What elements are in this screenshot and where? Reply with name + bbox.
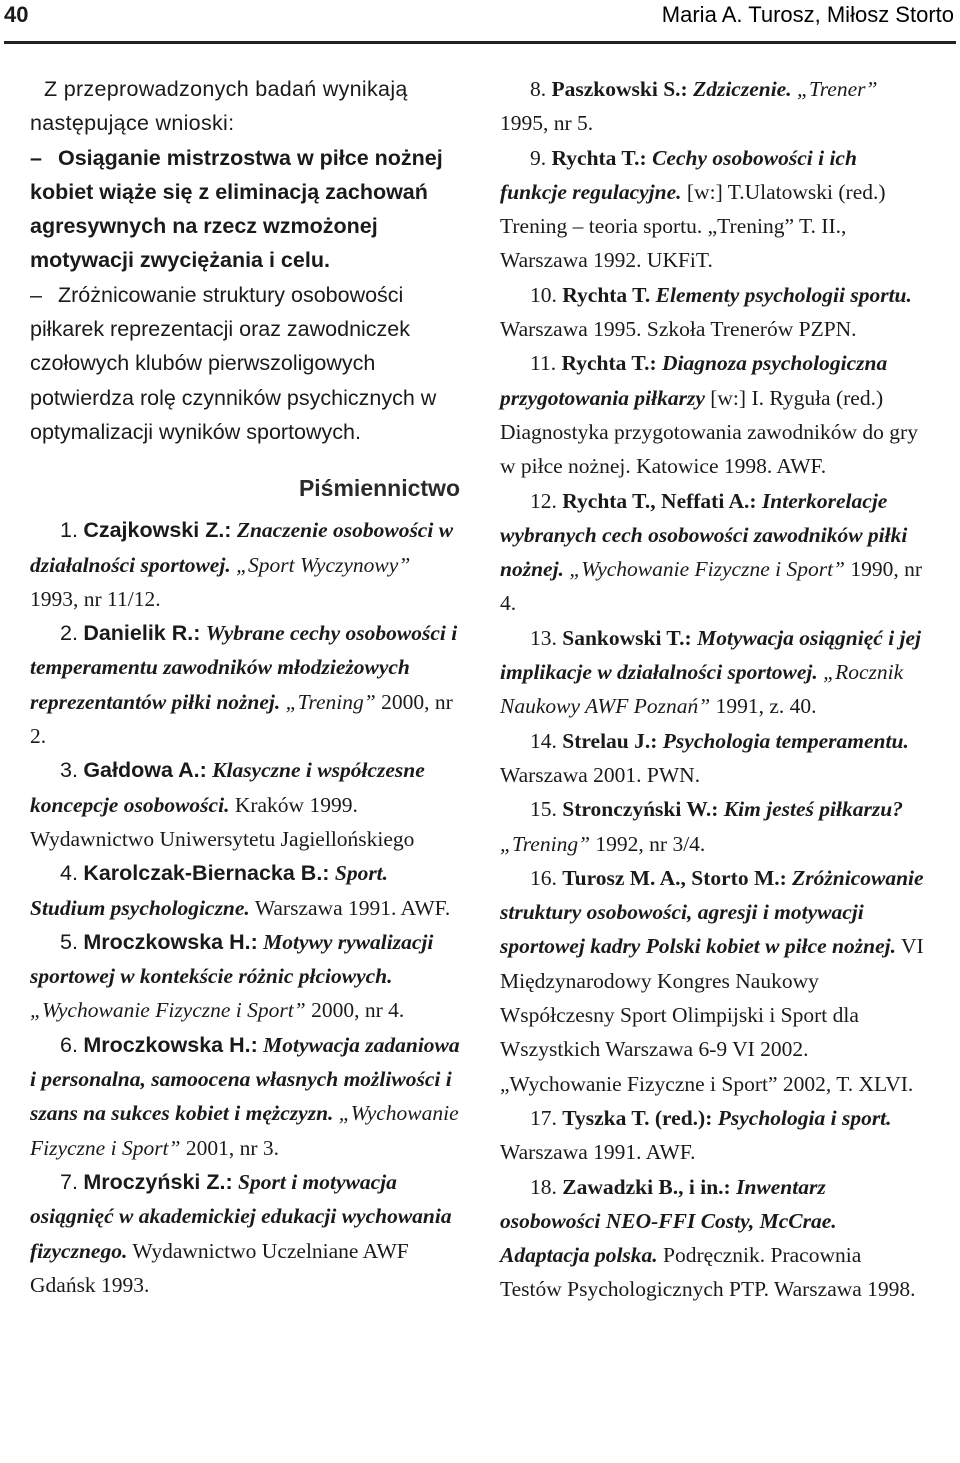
- reference-entry: [500, 621, 928, 724]
- reference-journal: „Trener”: [796, 77, 878, 101]
- reference-journal: „Rocznik Naukowy AWF Poznań”: [500, 660, 904, 719]
- reference-number: 11.: [530, 351, 557, 376]
- reference-entry: [30, 513, 460, 616]
- reference-author: Gałdowa A.:: [83, 758, 207, 783]
- conclusion-text: Osiąganie mistrzostwa w piłce nożnej kobiet wiąże się z eliminacją zachowań agresywnych na rzecz wzmożonej motywacji zwyciężania i celu.: [30, 145, 443, 273]
- reference-details: Kraków 1999. Wydawnictwo Uniwersytetu Jagiellońskiego: [30, 792, 415, 851]
- reference-entry: [500, 346, 928, 483]
- reference-list-right: [500, 72, 928, 1307]
- reference-details: 1995, nr 5.: [500, 111, 594, 136]
- reference-journal: „Wychowanie Fizyczne i Sport”: [30, 1101, 459, 1160]
- conclusion-text: Zróżnicowanie struktury osobowości piłkarek reprezentacji oraz zawodniczek czołowych klubów pierwszoligowych potwierdza rolę czynników psychicznych w optymalizacji wyników sportowych.: [30, 282, 437, 444]
- reference-author: Zawadzki B., i in.:: [562, 1174, 731, 1199]
- reference-author: Sankowski T.:: [562, 625, 692, 650]
- reference-details: 1992, nr 3/4.: [595, 831, 706, 856]
- reference-details: [w:] T.Ulatowski (red.) Trening – teoria sportu. „Trening” T. II., Warszawa 1992. UKFiT.: [500, 179, 886, 273]
- reference-number: 13.: [530, 625, 557, 650]
- header-rule: [4, 41, 956, 44]
- reference-journal: „Wychowanie Fizyczne i Sport”: [569, 557, 846, 582]
- reference-number: 8.: [530, 77, 547, 101]
- reference-number: 4.: [60, 861, 78, 886]
- reference-entry: [500, 1101, 928, 1170]
- reference-entry: [500, 724, 928, 793]
- reference-number: 9.: [530, 145, 547, 170]
- reference-author: Paszkowski S.:: [551, 77, 688, 101]
- reference-entry: [30, 1165, 460, 1302]
- left-column: [30, 72, 460, 1302]
- reference-list-left: [30, 513, 460, 1302]
- reference-details: 1991, z. 40.: [715, 694, 817, 719]
- reference-author: Czajkowski Z.:: [83, 518, 232, 543]
- reference-details: 1993, nr 11/12.: [30, 586, 161, 611]
- reference-details: Warszawa 1991. AWF.: [254, 895, 451, 920]
- conclusion-1: [30, 141, 460, 278]
- reference-number: 2.: [60, 621, 78, 646]
- references-heading: Piśmiennictwo: [298, 475, 460, 502]
- reference-entry: [30, 1028, 460, 1165]
- page-header: [0, 0, 960, 36]
- reference-author: Rychta T.: [562, 282, 651, 307]
- reference-title: Cechy osobowości i ich funkcje regulacyjne.: [500, 145, 857, 204]
- reference-author: Mroczkowska H.:: [83, 929, 258, 954]
- reference-number: 7.: [60, 1169, 78, 1194]
- reference-title: Wybrane cechy osobowości i temperamentu zawodników młodzieżowych reprezentantów piłki nożnej.: [30, 621, 458, 714]
- reference-title: Motywacja osiągnięć i jej implikacje w działalności sportowej.: [500, 625, 922, 685]
- reference-entry: [500, 1170, 928, 1307]
- reference-title: Sport. Studium psychologiczne.: [30, 861, 389, 920]
- reference-title: Interkorelacje wybranych cech osobowości zawodników piłki nożnej.: [500, 488, 908, 582]
- reference-number: 5.: [60, 929, 78, 954]
- reference-number: 17.: [530, 1105, 557, 1130]
- reference-details: Podręcznik. Pracownia Testów Psychologicznych PTP. Warszawa 1998.: [500, 1243, 916, 1302]
- reference-author: Tyszka T. (red.):: [562, 1105, 713, 1130]
- reference-author: Strelau J.:: [562, 728, 658, 753]
- reference-title: Motywacja zadaniowa i personalna, samoocena własnych możliwości i szans na sukces kobiet i mężczyzn.: [30, 1032, 460, 1126]
- reference-author: Danielik R.:: [83, 621, 201, 646]
- reference-journal: „Sport Wyczynowy”: [236, 552, 411, 577]
- reference-number: 12.: [530, 488, 557, 513]
- reference-details: Warszawa 1995. Szkoła Trenerów PZPN.: [500, 317, 857, 342]
- reference-title: Motywy rywalizacji sportowej w kontekście różnic płciowych.: [30, 929, 434, 989]
- reference-details: Wydawnictwo Uczelniane AWF Gdańsk 1993.: [30, 1238, 409, 1297]
- reference-entry: [500, 141, 928, 278]
- reference-journal: „Trening”: [285, 689, 376, 714]
- reference-details: Warszawa 2001. PWN.: [500, 762, 701, 787]
- reference-entry: [30, 925, 460, 1028]
- reference-number: 16.: [530, 865, 557, 890]
- reference-number: 14.: [530, 728, 557, 753]
- reference-entry: [500, 861, 928, 1101]
- reference-entry: [500, 72, 928, 141]
- reference-author: Turosz M. A., Storto M.:: [562, 865, 787, 890]
- reference-author: Rychta T., Neffati A.:: [562, 488, 757, 513]
- reference-author: Karolczak-Biernacka B.:: [83, 861, 330, 886]
- reference-title: Inwentarz osobowości NEO-FFI Costy, McCrae. Adaptacja polska.: [500, 1174, 837, 1268]
- reference-title: Psychologia temperamentu.: [662, 728, 909, 753]
- reference-title: Kim jesteś piłkarzu?: [723, 797, 903, 822]
- reference-number: 3.: [60, 758, 78, 783]
- reference-entry: [30, 616, 460, 753]
- intro-paragraph: Z przeprowadzonych badań wynikają następujące wnioski:: [30, 77, 408, 136]
- reference-author: Stronczyński W.:: [562, 797, 719, 822]
- reference-number: 6.: [60, 1032, 78, 1057]
- reference-details: VI Międzynarodowy Kongres Naukowy Współczesny Sport Olimpijski i Sport dla Wszystkich Warszawa 6-9 VI 2002. „Wychowanie Fizyczne i Sport” 2002, T. XLVI.: [500, 934, 924, 1096]
- reference-title: Klasyczne i współczesne koncepcje osobowości.: [30, 758, 425, 817]
- reference-journal: „Trening”: [500, 831, 591, 856]
- reference-title: Elementy psychologii sportu.: [655, 282, 912, 307]
- reference-number: 10.: [530, 282, 557, 307]
- conclusion-2: [30, 278, 460, 449]
- reference-author: Rychta T.:: [561, 351, 657, 376]
- page-number: 40: [4, 2, 29, 27]
- reference-details: [w:] I. Ryguła (red.) Diagnostyka przygotowania zawodników do gry w piłce nożnej. Katowice 1998. AWF.: [500, 385, 918, 479]
- reference-title: Sport i motywacja osiągnięć w akademickiej edukacji wychowania fizycznego.: [30, 1169, 452, 1263]
- reference-details: 2001, nr 3.: [185, 1135, 280, 1160]
- reference-entry: [30, 753, 460, 856]
- reference-title: Psychologia i sport.: [717, 1105, 892, 1130]
- reference-entry: [500, 792, 928, 861]
- reference-entry: [30, 856, 460, 925]
- reference-details: 2000, nr 2.: [30, 689, 453, 749]
- reference-author: Mroczyński Z.:: [83, 1169, 233, 1194]
- reference-author: Mroczkowska H.:: [83, 1032, 258, 1057]
- reference-author: Rychta T.:: [551, 145, 647, 170]
- reference-number: 15.: [530, 797, 557, 822]
- reference-title: Zróżnicowanie struktury osobowości, agresji i motywacji sportowej kadry Polski kobiet w piłce nożnej.: [500, 865, 924, 959]
- reference-title: Zdziczenie.: [693, 77, 792, 101]
- dash-marker: –: [30, 282, 42, 307]
- reference-number: 18.: [530, 1174, 557, 1199]
- reference-details: Warszawa 1991. AWF.: [500, 1140, 696, 1165]
- reference-number: 1.: [60, 518, 78, 543]
- reference-details: 2000, nr 4.: [311, 998, 405, 1023]
- reference-title: Diagnoza psychologiczna przygotowania piłkarzy: [500, 351, 888, 410]
- running-head: Maria A. Turosz, Miłosz Storto: [661, 2, 954, 27]
- reference-title: Znaczenie osobowości w działalności sportowej.: [30, 518, 454, 577]
- reference-entry: [500, 484, 928, 621]
- reference-details: 1990, nr 4.: [500, 557, 923, 616]
- dash-marker: –: [30, 145, 42, 170]
- reference-entry: [500, 278, 928, 347]
- right-column: [500, 72, 928, 1307]
- reference-journal: „Wychowanie Fizyczne i Sport”: [30, 998, 306, 1023]
